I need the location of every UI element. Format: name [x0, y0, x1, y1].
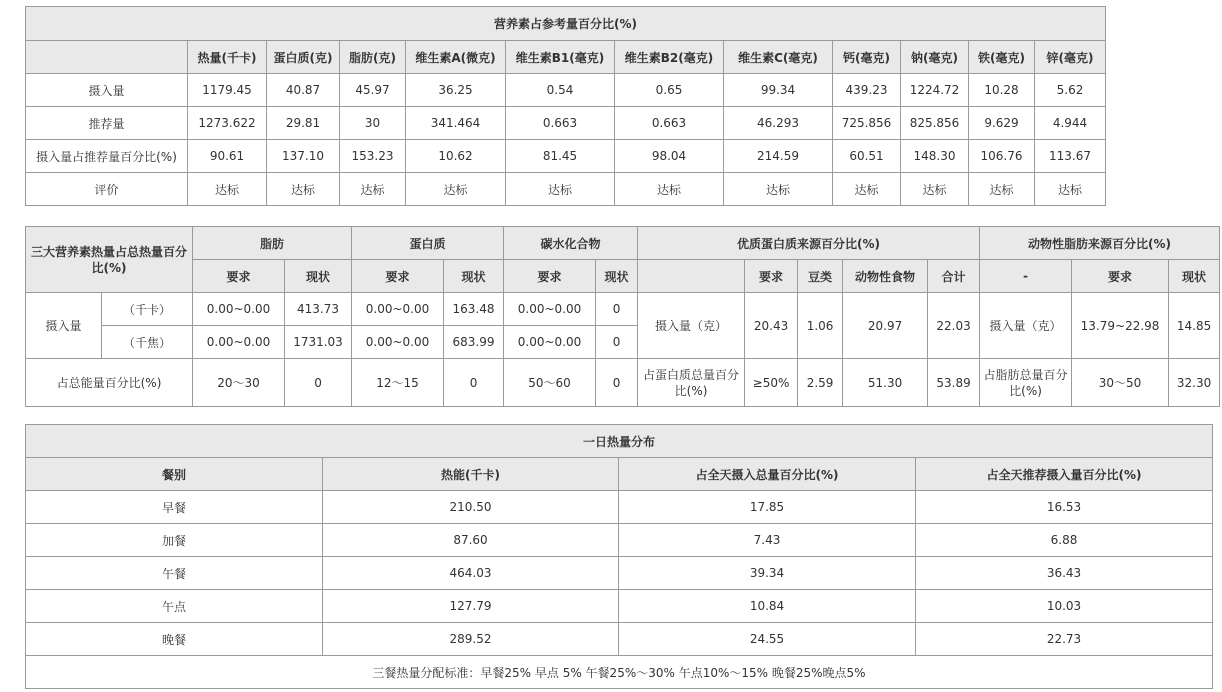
table3-row — [26, 590, 1213, 623]
table3-cell: 22.73 — [916, 623, 1213, 656]
table1-cell: 45.97 — [340, 74, 406, 107]
table1-header-1: 热量(千卡) — [188, 41, 267, 74]
table1-cell: 113.67 — [1035, 140, 1106, 173]
quality-pct-soy: 2.59 — [798, 359, 843, 407]
table1-header-2: 蛋白质(克) — [267, 41, 340, 74]
table3-row — [26, 557, 1213, 590]
kj-carb-req: 0.00~0.00 — [504, 326, 596, 359]
quality-pct-animal-food: 51.30 — [843, 359, 928, 407]
table1-row-label: 摄入量占推荐量百分比(%) — [26, 140, 188, 173]
macronutrient-energy-table — [25, 226, 1220, 407]
table3-cell: 24.55 — [619, 623, 916, 656]
quality-animal-food-header: 动物性食物 — [843, 260, 928, 293]
table3-cell: 7.43 — [619, 524, 916, 557]
animal-fat-pct-req: 30～50 — [1072, 359, 1169, 407]
table1-row-label: 评价 — [26, 173, 188, 206]
animal-fat-group-header: 动物性脂肪来源百分比(%) — [980, 227, 1220, 260]
table1-cell: 106.76 — [969, 140, 1035, 173]
table1-header-11: 锌(毫克) — [1035, 41, 1106, 74]
kj-fat-req: 0.00~0.00 — [193, 326, 285, 359]
table1-cell: 148.30 — [901, 140, 969, 173]
fat-cur-header: 现状 — [285, 260, 352, 293]
animal-fat-cur-header: 现状 — [1169, 260, 1220, 293]
unit-kcal-label: （千卡） — [102, 293, 193, 326]
table1-cell: 达标 — [506, 173, 615, 206]
quality-intake-total: 22.03 — [928, 293, 980, 359]
table3-row-label: 加餐 — [26, 524, 323, 557]
quality-pct-req: ≥50% — [745, 359, 798, 407]
table1-title: 营养素占参考量百分比(%) — [26, 7, 1106, 41]
quality-total-header: 合计 — [928, 260, 980, 293]
table3-header-2: 占全天摄入总量百分比(%) — [619, 458, 916, 491]
table1-row-label: 推荐量 — [26, 107, 188, 140]
table1-header-4: 维生素A(微克) — [406, 41, 506, 74]
kcal-carb-req: 0.00~0.00 — [504, 293, 596, 326]
table1-cell: 0.663 — [506, 107, 615, 140]
meal-standard-footer: 三餐热量分配标准：早餐25% 早点 5% 午餐25%～30% 午点10%～15% 晚餐25%晚点5% — [26, 656, 1213, 689]
animal-fat-pct-label: 占脂肪总量百分比(%) — [980, 359, 1072, 407]
table1-cell: 825.856 — [901, 107, 969, 140]
table1-cell: 1273.622 — [188, 107, 267, 140]
table1-cell: 137.10 — [267, 140, 340, 173]
table1-cell: 达标 — [340, 173, 406, 206]
table1-cell: 达标 — [406, 173, 506, 206]
table1-cell: 46.293 — [724, 107, 833, 140]
animal-fat-pct-cur: 32.30 — [1169, 359, 1220, 407]
table3-row-label: 晚餐 — [26, 623, 323, 656]
animal-fat-intake-label: 摄入量（克） — [980, 293, 1072, 359]
table1-cell: 0.54 — [506, 74, 615, 107]
carb-req-header: 要求 — [504, 260, 596, 293]
energy-pct-carb-cur: 0 — [596, 359, 638, 407]
table1-cell: 0.65 — [615, 74, 724, 107]
table1-cell: 439.23 — [833, 74, 901, 107]
table1-cell: 30 — [340, 107, 406, 140]
nutrient-reference-table — [25, 6, 1106, 206]
table1-cell: 达标 — [1035, 173, 1106, 206]
energy-pct-protein-req: 12～15 — [352, 359, 444, 407]
table3-cell: 17.85 — [619, 491, 916, 524]
table1-cell: 153.23 — [340, 140, 406, 173]
table3-cell: 210.50 — [323, 491, 619, 524]
table1-header-3: 脂肪(克) — [340, 41, 406, 74]
table1-header-10: 铁(毫克) — [969, 41, 1035, 74]
table1-header-7: 维生素C(毫克) — [724, 41, 833, 74]
quality-intake-req: 20.43 — [745, 293, 798, 359]
table1-cell: 9.629 — [969, 107, 1035, 140]
table3-cell: 127.79 — [323, 590, 619, 623]
table1-cell: 达标 — [969, 173, 1035, 206]
table1-header-8: 钙(毫克) — [833, 41, 901, 74]
energy-pct-fat-cur: 0 — [285, 359, 352, 407]
protein-group-header: 蛋白质 — [352, 227, 504, 260]
intake-row-label: 摄入量 — [26, 293, 102, 359]
energy-pct-fat-req: 20～30 — [193, 359, 285, 407]
table1-header-9: 钠(毫克) — [901, 41, 969, 74]
table1-cell: 81.45 — [506, 140, 615, 173]
table1-cell: 60.51 — [833, 140, 901, 173]
table3-cell: 16.53 — [916, 491, 1213, 524]
table1-cell: 4.944 — [1035, 107, 1106, 140]
quality-intake-soy: 1.06 — [798, 293, 843, 359]
table1-cell: 达标 — [901, 173, 969, 206]
table3-cell: 36.43 — [916, 557, 1213, 590]
animal-fat-req-header: 要求 — [1072, 260, 1169, 293]
quality-pct-label: 占蛋白质总量百分比(%) — [638, 359, 745, 407]
energy-pct-carb-req: 50～60 — [504, 359, 596, 407]
table1-header-6: 维生素B2(毫克) — [615, 41, 724, 74]
quality-label-header — [638, 260, 745, 293]
table2-corner-header: 三大营养素热量占总热量百分比(%) — [26, 227, 193, 293]
table1-cell: 0.663 — [615, 107, 724, 140]
table3-row-label: 午餐 — [26, 557, 323, 590]
table1-cell: 725.856 — [833, 107, 901, 140]
table1-row — [26, 140, 1106, 173]
animal-fat-intake-req: 13.79~22.98 — [1072, 293, 1169, 359]
table3-cell: 289.52 — [323, 623, 619, 656]
table1-cell: 达标 — [833, 173, 901, 206]
table1-cell: 达标 — [188, 173, 267, 206]
table3-row — [26, 623, 1213, 656]
quality-intake-animal-food: 20.97 — [843, 293, 928, 359]
animal-fat-dash-header: - — [980, 260, 1072, 293]
table1-cell: 1179.45 — [188, 74, 267, 107]
table3-cell: 6.88 — [916, 524, 1213, 557]
table3-row-label: 午点 — [26, 590, 323, 623]
table1-header-5: 维生素B1(毫克) — [506, 41, 615, 74]
table1-cell: 达标 — [724, 173, 833, 206]
quality-req-header: 要求 — [745, 260, 798, 293]
table3-cell: 87.60 — [323, 524, 619, 557]
kj-fat-cur: 1731.03 — [285, 326, 352, 359]
unit-kj-label: （千焦） — [102, 326, 193, 359]
table1-cell: 达标 — [267, 173, 340, 206]
table1-cell: 40.87 — [267, 74, 340, 107]
table1-cell: 90.61 — [188, 140, 267, 173]
table1-cell: 1224.72 — [901, 74, 969, 107]
table3-title: 一日热量分布 — [26, 425, 1213, 458]
protein-req-header: 要求 — [352, 260, 444, 293]
table1-cell: 341.464 — [406, 107, 506, 140]
kcal-fat-cur: 413.73 — [285, 293, 352, 326]
kcal-protein-req: 0.00~0.00 — [352, 293, 444, 326]
table3-cell: 464.03 — [323, 557, 619, 590]
table3-cell: 39.34 — [619, 557, 916, 590]
kcal-fat-req: 0.00~0.00 — [193, 293, 285, 326]
table1-cell: 36.25 — [406, 74, 506, 107]
table1-cell: 98.04 — [615, 140, 724, 173]
table1-cell: 10.28 — [969, 74, 1035, 107]
quality-protein-group-header: 优质蛋白质来源百分比(%) — [638, 227, 980, 260]
table3-cell: 10.84 — [619, 590, 916, 623]
table1-row-label: 摄入量 — [26, 74, 188, 107]
table1-cell: 214.59 — [724, 140, 833, 173]
kj-protein-cur: 683.99 — [444, 326, 504, 359]
table1-cell: 10.62 — [406, 140, 506, 173]
table3-row — [26, 491, 1213, 524]
table3-cell: 10.03 — [916, 590, 1213, 623]
table3-row-label: 早餐 — [26, 491, 323, 524]
kcal-carb-cur: 0 — [596, 293, 638, 326]
table1-cell: 5.62 — [1035, 74, 1106, 107]
animal-fat-intake-cur: 14.85 — [1169, 293, 1220, 359]
energy-pct-label: 占总能量百分比(%) — [26, 359, 193, 407]
table1-cell: 29.81 — [267, 107, 340, 140]
quality-intake-label: 摄入量（克） — [638, 293, 745, 359]
quality-pct-total: 53.89 — [928, 359, 980, 407]
energy-pct-protein-cur: 0 — [444, 359, 504, 407]
carb-cur-header: 现状 — [596, 260, 638, 293]
table1-row — [26, 74, 1106, 107]
table3-header-0: 餐别 — [26, 458, 323, 491]
protein-cur-header: 现状 — [444, 260, 504, 293]
table3-header-3: 占全天推荐摄入量百分比(%) — [916, 458, 1213, 491]
kj-carb-cur: 0 — [596, 326, 638, 359]
table3-header-1: 热能(千卡) — [323, 458, 619, 491]
table1-cell: 达标 — [615, 173, 724, 206]
table1-row — [26, 173, 1106, 206]
kj-protein-req: 0.00~0.00 — [352, 326, 444, 359]
table1-cell: 99.34 — [724, 74, 833, 107]
daily-energy-distribution-table — [25, 424, 1213, 689]
kcal-protein-cur: 163.48 — [444, 293, 504, 326]
table1-row — [26, 107, 1106, 140]
fat-group-header: 脂肪 — [193, 227, 352, 260]
table1-header-0 — [26, 41, 188, 74]
table3-row — [26, 524, 1213, 557]
carb-group-header: 碳水化合物 — [504, 227, 638, 260]
fat-req-header: 要求 — [193, 260, 285, 293]
quality-soy-header: 豆类 — [798, 260, 843, 293]
